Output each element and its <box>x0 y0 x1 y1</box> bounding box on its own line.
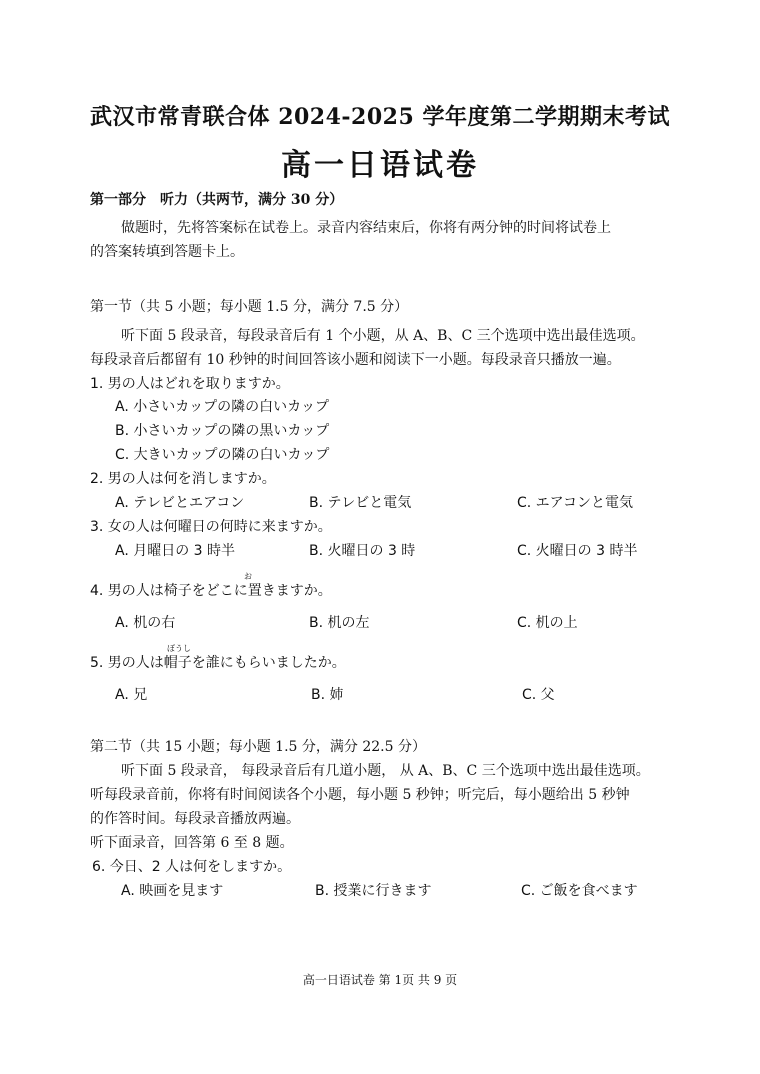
question-6-stem: 6. 今日、2 人は何をしますか。 <box>92 859 292 875</box>
section2-heading: 第二节（共 15 小题；每小题 1.5 分，满分 22.5 分） <box>90 739 426 755</box>
question-6-option-c: C. ご飯を食べます <box>521 883 638 899</box>
section1-instructions-line2: 每段录音后都留有 10 秒钟的时间回答该小题和阅读下一小题。每段录音只播放一遍。 <box>90 352 621 368</box>
question-4-option-b: B. 机の左 <box>309 615 370 631</box>
question-3-option-c: C. 火曜日の 3 時半 <box>517 543 638 559</box>
question-5-option-a: A. 兄 <box>115 687 148 703</box>
section1-heading: 第一节（共 5 小题；每小题 1.5 分，满分 7.5 分） <box>90 299 409 315</box>
question-3-stem: 3. 女の人は何曜日の何時に来ますか。 <box>90 519 332 535</box>
question-1-option-a: A. 小さいカップの隣の白いカップ <box>115 399 329 415</box>
question-1-stem: 1. 男の人はどれを取りますか。 <box>90 376 290 392</box>
question-3-option-b: B. 火曜日の 3 時 <box>309 543 416 559</box>
page-footer: 高一日语试卷 第 1页 共 9 页 <box>302 973 458 987</box>
section2-instructions-line1: 听下面 5 段录音， 每段录音后有几道小题， 从 A、B、C 三个选项中选出最佳选项。 <box>121 763 650 779</box>
question-5-option-c: C. 父 <box>522 687 555 703</box>
section2-instructions-line4: 听下面录音，回答第 6 至 8 题。 <box>90 835 294 851</box>
section1-instructions-line1: 听下面 5 段录音，每段录音后有 1 个小题，从 A、B、C 三个选项中选出最佳选项。 <box>121 328 645 344</box>
question-6-option-b: B. 授業に行きます <box>315 883 432 899</box>
question-3-option-a: A. 月曜日の 3 時半 <box>115 543 236 559</box>
section2-instructions-line2: 听每段录音前，你将有时间阅读各个小题，每小题 5 秒钟；听完后，每小题给出 5 秒钟 <box>90 787 630 803</box>
question-6-option-a: A. 映画を見ます <box>121 883 224 899</box>
question-4-stem: 4. 男の人は椅子をどこに置きますか。 <box>90 583 332 599</box>
question-1-option-b: B. 小さいカップの隣の黒いカップ <box>115 423 330 439</box>
exam-subtitle: 高一日语试卷 <box>281 148 479 183</box>
question-5-furigana: ぼうし <box>167 644 191 653</box>
question-5-stem: 5. 男の人は帽子を誰にもらいましたか。 <box>90 655 346 671</box>
part1-instructions-line2: 的答案转填到答题卡上。 <box>90 244 244 260</box>
question-4-option-a: A. 机の右 <box>115 615 176 631</box>
question-4-furigana: お <box>244 572 252 581</box>
question-1-option-c: C. 大きいカップの隣の白いカップ <box>115 447 330 463</box>
question-2-option-c: C. エアコンと電気 <box>517 495 633 511</box>
question-2-stem: 2. 男の人は何を消しますか。 <box>90 471 276 487</box>
part1-instructions-line1: 做题时，先将答案标在试卷上。录音内容结束后，你将有两分钟的时间将试卷上 <box>121 220 611 236</box>
section2-instructions-line3: 的作答时间。每段录音播放两遍。 <box>90 811 300 827</box>
exam-title: 武汉市常青联合体 2024-2025 学年度第二学期期末考试 <box>90 104 670 130</box>
question-2-option-b: B. テレビと電気 <box>309 495 412 511</box>
question-4-option-c: C. 机の上 <box>517 615 578 631</box>
question-5-option-b: B. 姉 <box>311 687 344 703</box>
question-2-option-a: A. テレビとエアコン <box>115 495 245 511</box>
part1-heading: 第一部分 听力（共两节，满分 30 分） <box>90 192 344 208</box>
